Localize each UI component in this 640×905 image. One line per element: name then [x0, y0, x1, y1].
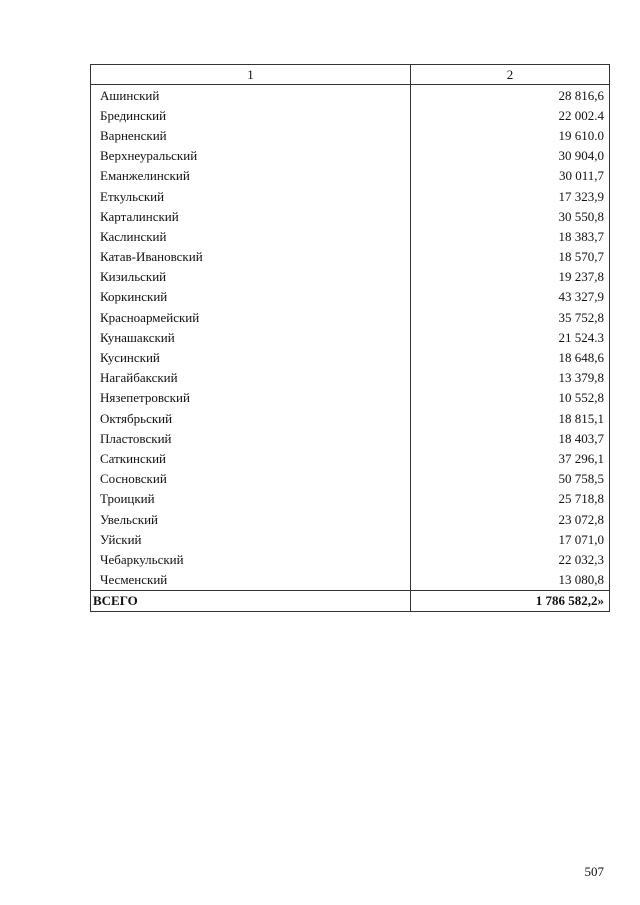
district-name: Нязепетровский — [91, 388, 411, 408]
district-value: 35 752,8 — [411, 307, 610, 327]
column-header-2: 2 — [411, 65, 610, 85]
district-name: Троицкий — [91, 489, 411, 509]
district-name: Октябрьский — [91, 408, 411, 428]
table-row — [91, 85, 610, 106]
table-row — [91, 186, 610, 206]
district-value: 18 383,7 — [411, 226, 610, 246]
district-value: 37 296,1 — [411, 448, 610, 468]
table-row — [91, 570, 610, 591]
district-name: Каслинский — [91, 226, 411, 246]
district-name: Варненский — [91, 125, 411, 145]
district-value: 30 011,7 — [411, 166, 610, 186]
table-row — [91, 469, 610, 489]
district-value: 43 327,9 — [411, 287, 610, 307]
total-row — [91, 590, 610, 611]
district-value: 50 758,5 — [411, 469, 610, 489]
district-value: 30 904,0 — [411, 146, 610, 166]
table-row — [91, 206, 610, 226]
district-name: Кизильский — [91, 267, 411, 287]
district-name: Чесменский — [91, 570, 411, 591]
table-row — [91, 448, 610, 468]
district-value: 18 815,1 — [411, 408, 610, 428]
table-row — [91, 105, 610, 125]
data-table-container — [90, 64, 609, 612]
district-name: Коркинский — [91, 287, 411, 307]
district-value: 23 072,8 — [411, 509, 610, 529]
table-row — [91, 509, 610, 529]
district-name: Кусинский — [91, 347, 411, 367]
district-value: 13 080,8 — [411, 570, 610, 591]
header-row — [91, 65, 610, 85]
district-value: 18 570,7 — [411, 247, 610, 267]
district-value: 22 032,3 — [411, 549, 610, 569]
table-row — [91, 408, 610, 428]
district-value: 18 648,6 — [411, 347, 610, 367]
district-value: 17 323,9 — [411, 186, 610, 206]
district-name: Карталинский — [91, 206, 411, 226]
table-row — [91, 428, 610, 448]
district-value: 22 002.4 — [411, 105, 610, 125]
table-row — [91, 388, 610, 408]
table-row — [91, 307, 610, 327]
table-row — [91, 529, 610, 549]
table-row — [91, 226, 610, 246]
column-header-1: 1 — [91, 65, 411, 85]
table-row — [91, 267, 610, 287]
page-number: 507 — [584, 864, 604, 879]
district-value: 19 237,8 — [411, 267, 610, 287]
district-value: 17 071,0 — [411, 529, 610, 549]
district-name: Уйский — [91, 529, 411, 549]
district-value: 21 524.3 — [411, 327, 610, 347]
district-name: Красноармейский — [91, 307, 411, 327]
district-name: Чебаркульский — [91, 549, 411, 569]
table-row — [91, 549, 610, 569]
table-row — [91, 247, 610, 267]
district-value: 19 610.0 — [411, 125, 610, 145]
district-name: Ашинский — [91, 85, 411, 106]
district-value: 18 403,7 — [411, 428, 610, 448]
district-name: Еманжелинский — [91, 166, 411, 186]
table-row — [91, 146, 610, 166]
district-name: Катав-Ивановский — [91, 247, 411, 267]
district-value: 10 552,8 — [411, 388, 610, 408]
table-row — [91, 347, 610, 367]
district-name: Увельский — [91, 509, 411, 529]
data-table — [90, 64, 610, 612]
district-value: 28 816,6 — [411, 85, 610, 106]
district-value: 30 550,8 — [411, 206, 610, 226]
district-value: 13 379,8 — [411, 368, 610, 388]
table-row — [91, 368, 610, 388]
district-name: Кунашакский — [91, 327, 411, 347]
district-name: Верхнеуральский — [91, 146, 411, 166]
table-row — [91, 327, 610, 347]
district-name: Сосновский — [91, 469, 411, 489]
table-row — [91, 166, 610, 186]
table-row — [91, 125, 610, 145]
district-name: Брединский — [91, 105, 411, 125]
district-name: Еткульский — [91, 186, 411, 206]
district-name: Нагайбакский — [91, 368, 411, 388]
total-value: 1 786 582,2» — [411, 590, 610, 611]
table-body — [91, 85, 610, 591]
table-row — [91, 489, 610, 509]
district-value: 25 718,8 — [411, 489, 610, 509]
table-row — [91, 287, 610, 307]
total-label: ВСЕГО — [91, 590, 411, 611]
district-name: Саткинский — [91, 448, 411, 468]
district-name: Пластовский — [91, 428, 411, 448]
